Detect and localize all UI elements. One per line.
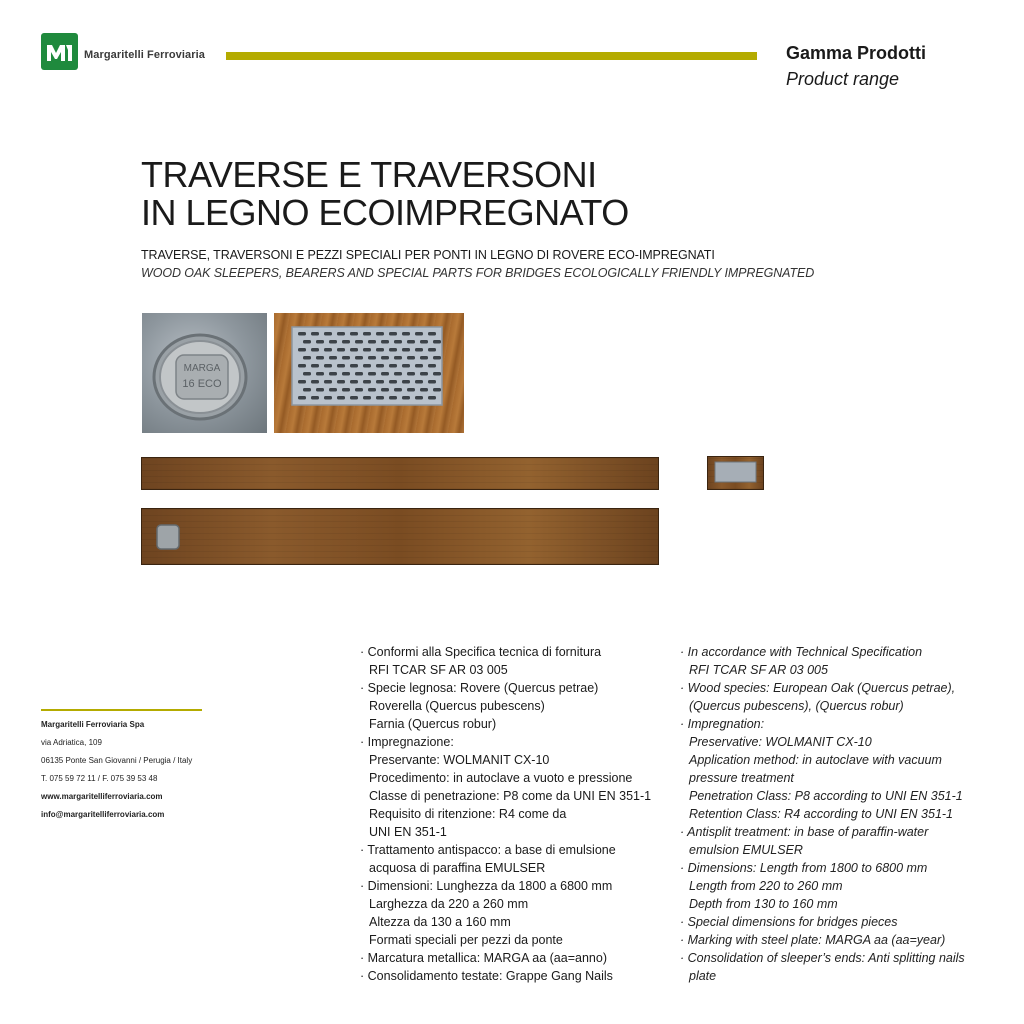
spec-line: Altezza da 130 a 160 mm	[369, 915, 511, 929]
brand-name: Margaritelli Ferroviaria	[84, 49, 206, 61]
spec-line: · Dimensioni: Lunghezza da 1800 a 6800 mm	[360, 879, 613, 893]
sleeper-end-view	[707, 456, 764, 490]
spec-line: Application method: in autoclave with vacuum	[689, 753, 942, 767]
company-phone: T. 075 59 72 11 / F. 075 39 53 48	[41, 774, 158, 783]
spec-line: Classe di penetrazione: P8 come da UNI EN 351-1	[369, 789, 652, 803]
spec-line: · In accordance with Technical Specification	[680, 645, 923, 659]
spec-line: Preservative: WOLMANIT CX-10	[689, 735, 872, 749]
page-title-line-1: TRAVERSE E TRAVERSONI	[141, 154, 597, 195]
logo-mark-icon	[41, 33, 78, 70]
product-range-subtitle: Product range	[786, 69, 900, 89]
page-title	[141, 156, 629, 232]
spec-line: acquosa di paraffina EMULSER	[369, 861, 546, 875]
company-email-link[interactable]: info@margaritelliferroviaria.com	[41, 810, 165, 819]
marking-plate-photo	[142, 313, 267, 433]
spec-line: · Special dimensions for bridges pieces	[680, 915, 898, 929]
spec-line: Procedimento: in autoclave a vuoto e pressione	[369, 771, 633, 785]
spec-line: emulsion EMULSER	[689, 843, 803, 857]
spec-line: · Impregnation:	[680, 717, 765, 731]
spec-line: · Conformi alla Specifica tecnica di fornitura	[360, 645, 602, 659]
spec-line: Farnia (Quercus robur)	[369, 717, 497, 731]
subtitle-italian: TRAVERSE, TRAVERSONI E PEZZI SPECIALI PER PONTI IN LEGNO DI ROVERE ECO-IMPREGNATI	[141, 248, 715, 262]
sleeper-side-view	[141, 457, 659, 490]
page-title-line-2: IN LEGNO ECOIMPREGNATO	[141, 192, 629, 233]
spec-line: · Consolidamento testate: Grappe Gang Nails	[360, 969, 613, 983]
spec-line: · Specie legnosa: Rovere (Quercus petrae)	[360, 681, 599, 695]
plate-text-2: 16 ECO	[182, 378, 222, 390]
spec-line: · Consolidation of sleeper’s ends: Anti splitting nails	[680, 951, 965, 965]
header-accent-bar	[226, 52, 757, 60]
spec-line: · Trattamento antispacco: a base di emulsione	[360, 843, 616, 857]
spec-line: · Wood species: European Oak (Quercus petrae),	[680, 681, 956, 695]
gang-nail-plate-photo	[274, 313, 464, 433]
company-name: Margaritelli Ferroviaria Spa	[41, 720, 145, 729]
spec-line: pressure treatment	[689, 771, 794, 785]
spec-line: Larghezza da 220 a 260 mm	[369, 897, 529, 911]
spec-line: Preservante: WOLMANIT CX-10	[369, 753, 550, 767]
company-city: 06135 Ponte San Giovanni / Perugia / Italy	[41, 756, 193, 765]
spec-line: · Antisplit treatment: in base of paraffin-water	[680, 825, 929, 839]
spec-line: Retention Class: R4 according to UNI EN 351-1	[689, 807, 954, 821]
spec-line: Formati speciali per pezzi da ponte	[369, 933, 563, 947]
spec-line: UNI EN 351-1	[369, 825, 447, 839]
sleeper-top-view	[141, 508, 659, 565]
spec-line: plate	[689, 969, 717, 983]
spec-line: Length from 220 to 260 mm	[689, 879, 843, 893]
company-logo	[41, 33, 78, 70]
spec-list-italian	[360, 643, 680, 985]
spec-line: RFI TCAR SF AR 03 005	[689, 663, 828, 677]
spec-line: · Marcatura metallica: MARGA aa (aa=anno)	[360, 951, 607, 965]
company-address: via Adriatica, 109	[41, 738, 102, 747]
company-website-link[interactable]: www.margaritelliferroviaria.com	[41, 792, 163, 801]
spec-line: · Impregnazione:	[360, 735, 454, 749]
spec-line: Depth from 130 to 160 mm	[689, 897, 838, 911]
subtitle-english: WOOD OAK SLEEPERS, BEARERS AND SPECIAL PARTS FOR BRIDGES ECOLOGICALLY FRIENDLY IMPREGNATED	[141, 266, 815, 280]
spec-line: · Marking with steel plate: MARGA aa (aa=year)	[680, 933, 946, 947]
product-range-title: Gamma Prodotti	[786, 43, 927, 63]
spec-line: Requisito di ritenzione: R4 come da	[369, 807, 567, 821]
spec-list-english	[680, 643, 980, 985]
footer-accent-rule	[41, 709, 202, 711]
sleeper-marking-plate	[154, 523, 184, 553]
spec-line: (Quercus pubescens), (Quercus robur)	[689, 699, 904, 713]
spec-line: RFI TCAR SF AR 03 005	[369, 663, 508, 677]
spec-line: Penetration Class: P8 according to UNI EN 351-1	[689, 789, 963, 803]
spec-line: · Dimensions: Length from 1800 to 6800 mm	[680, 861, 928, 875]
spec-line: Roverella (Quercus pubescens)	[369, 699, 545, 713]
plate-text-1: MARGA	[183, 363, 221, 374]
